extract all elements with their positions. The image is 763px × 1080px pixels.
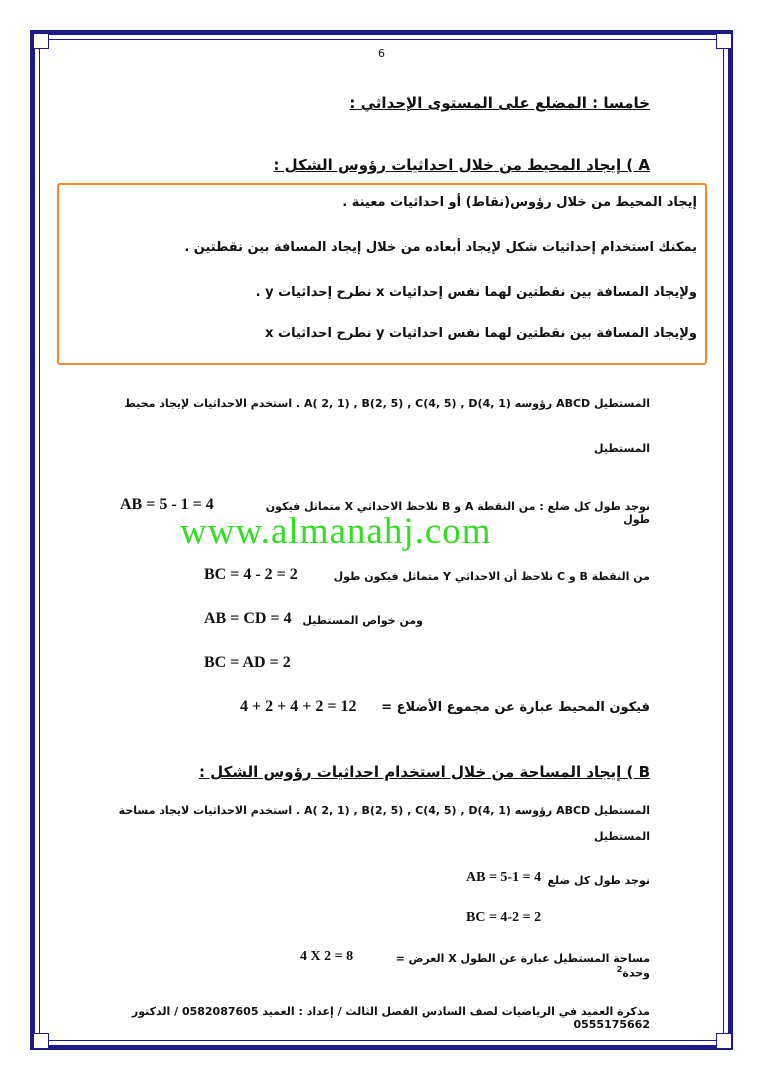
footer-text: مذكرة العميد في الرياضيات لصف السادس الفصل الثالث / إعداد : العميد 0582087605 / الدكتور 0555175662: [131, 1005, 650, 1031]
part-b-step2-math: BC = 4-2 = 2: [466, 910, 542, 925]
part-a-step1-math: AB = 5 - 1 = 4: [120, 496, 214, 513]
box-line-2: يمكنك استخدام إحداثيات شكل لإيجاد أبعاده من خلال إيجاد المسافة بين نقطتين .: [184, 240, 697, 255]
part-a-step3-text: ومن خواص المستطيل: [302, 614, 423, 627]
box-line-4: ولإيجاد المسافة بين نقطتين لهما نفس احداثيات y نطرح احداثيات x: [265, 326, 697, 341]
part-a-problem-line-2: المستطيل: [594, 442, 650, 455]
watermark: www.almanahj.com: [180, 511, 492, 552]
part-a-step3-math: AB = CD = 4: [204, 610, 292, 627]
part-a-step2-math: BC = 4 - 2 = 2: [204, 566, 298, 583]
part-b-step1-math: AB = 5-1 = 4: [466, 870, 542, 885]
part-a-problem-line-1: المستطيل ABCD رؤوسه A( 2, 1) , B(2, 5) , C(4, 5) , D(4, 1) . استخدم الاحداثيات لإيجاد محيط: [124, 397, 650, 410]
perimeter-math: 4 + 2 + 4 + 2 = 12: [240, 698, 357, 715]
area-unit-superscript: 2: [616, 965, 623, 974]
part-b-problem-line-2: المستطيل: [594, 830, 650, 843]
part-b-step1-text: نوجد طول كل ضلع: [547, 874, 650, 887]
page-number: 6: [378, 47, 385, 60]
corner-ornament-top-left: [33, 33, 49, 49]
part-a-heading: A ) إيجاد المحيط من خلال احداثيات رؤوس الشكل :: [273, 156, 650, 174]
box-line-3: ولإيجاد المسافة بين نقطتين لهما نفس إحداثيات x نطرح إحداثيات y .: [255, 285, 697, 300]
area-text: [370, 952, 650, 980]
area-text-label: مساحة المستطيل عبارة عن الطول X العرض = وحدة: [395, 952, 650, 980]
part-b-problem-line-1: المستطيل ABCD رؤوسه A( 2, 1) , B(2, 5) , C(4, 5) , D(4, 1) . استخدم الاحداثيات لايجاد مساحة: [118, 804, 650, 817]
part-a-step2-text: من النقطة B و C نلاحظ أن الاحداثي Y متماثل فيكون طول: [333, 570, 650, 583]
corner-ornament-bottom-right: [716, 1033, 732, 1049]
corner-ornament-bottom-left: [33, 1033, 49, 1049]
section-title: خامسا : المضلع على المستوى الإحداثي :: [349, 94, 650, 112]
area-math: 4 X 2 = 8: [300, 949, 354, 964]
box-line-1: إيجاد المحيط من خلال رؤوس(نقاط) أو احداثيات معينة .: [342, 195, 697, 210]
part-a-step1-text: نوجد طول كل ضلع : من النقطة A و B نلاحظ الاحداثي X متماثل فيكون طول: [265, 500, 650, 526]
part-b-heading: B ) إيجاد المساحة من خلال استخدام احداثيات رؤوس الشكل :: [198, 763, 650, 781]
corner-ornament-top-right: [716, 33, 732, 49]
perimeter-text: فيكون المحيط عبارة عن مجموع الأضلاع =: [381, 700, 650, 715]
part-a-step4-math: BC = AD = 2: [204, 654, 291, 671]
